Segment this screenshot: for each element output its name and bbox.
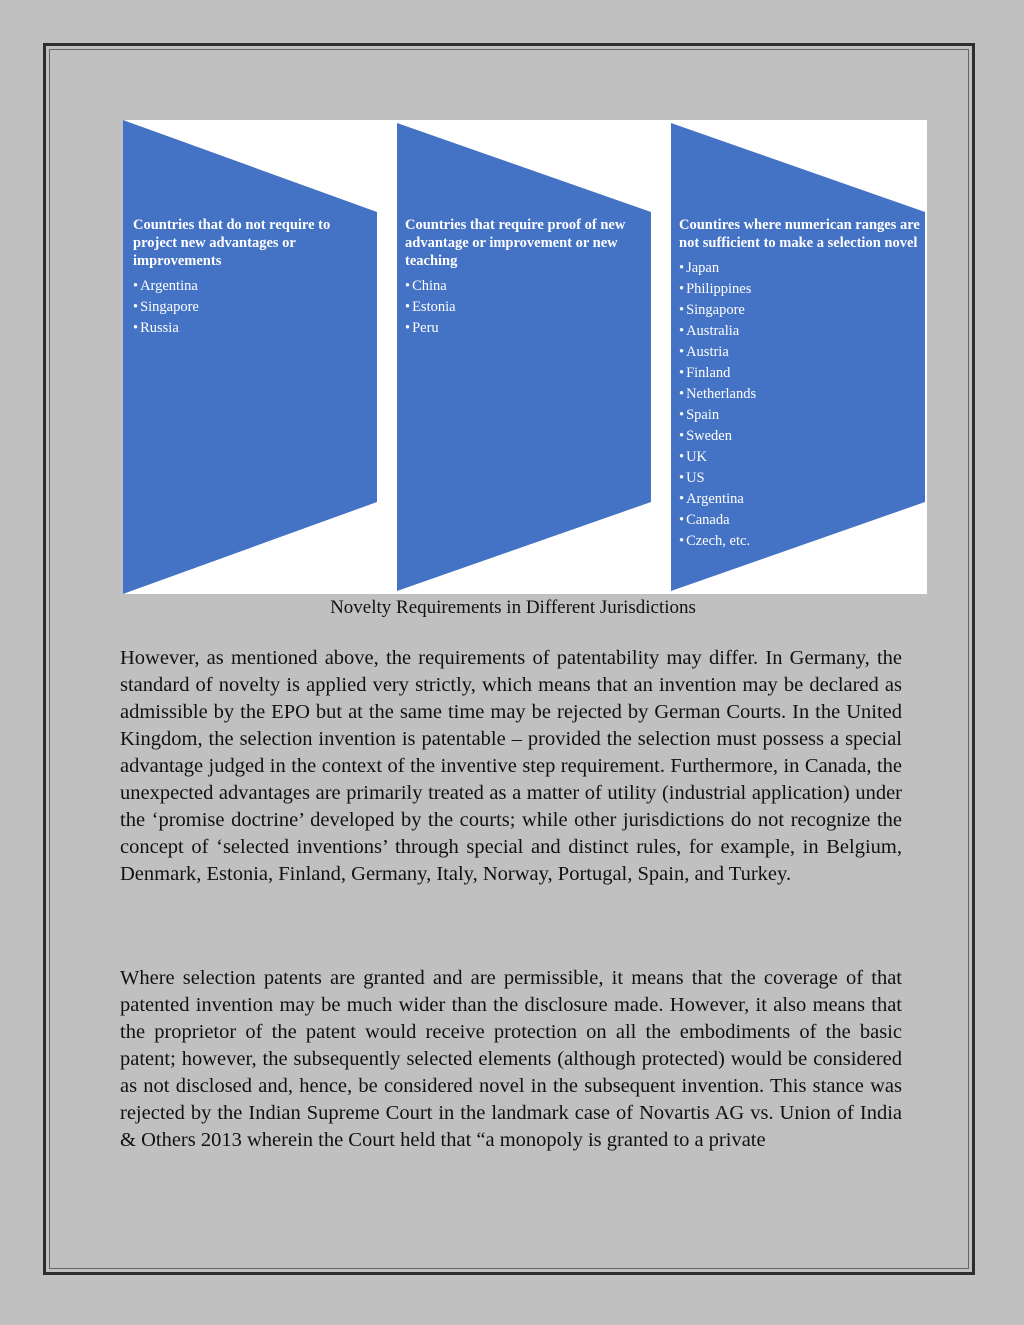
list-item: • Spain — [679, 405, 921, 426]
figure-caption: Novelty Requirements in Different Jurisdictions — [330, 597, 696, 618]
list-item: • Estonia — [405, 297, 645, 318]
panel-3 — [679, 216, 921, 552]
panel-shape-2 — [397, 123, 651, 591]
list-item: • Argentina — [133, 276, 371, 297]
list-item: • Russia — [133, 318, 371, 339]
panel-2-list — [405, 276, 645, 339]
list-item: • US — [679, 468, 921, 489]
panel-shape-1 — [123, 120, 377, 594]
list-item: • Austria — [679, 342, 921, 363]
list-item: • Japan — [679, 258, 921, 279]
panel-2-heading: Countries that require proof of new advantage or improvement or new teaching — [405, 217, 626, 269]
list-item: • Sweden — [679, 426, 921, 447]
novelty-requirements-figure — [123, 120, 927, 594]
panel-3-heading: Countires where numerican ranges are not sufficient to make a selection novel — [679, 217, 920, 251]
list-item: • Philippines — [679, 279, 921, 300]
panel-3-list — [679, 258, 921, 552]
list-item: • Singapore — [679, 300, 921, 321]
list-item: • Peru — [405, 318, 645, 339]
panel-1-list — [133, 276, 371, 339]
list-item: • Canada — [679, 510, 921, 531]
panel-1-heading: Countries that do not require to project new advantages or improvements — [133, 217, 331, 269]
body-paragraph: Where selection patents are granted and are permissible, it means that the coverage of that patented invention may be much wider than the disclosure made. However, it also means that the proprietor of the patent would receive protection on all the embodiments of the basic patent; however, the subsequently selected elements (although protected) would be considered as not disclosed and, hence, be considered novel in the subsequent invention. This stance was rejected by the Indian Supreme Court in the landmark case of Novartis AG vs. Union of India & Others 2013 wherein the Court held that “a monopoly is granted to a private — [120, 967, 902, 1151]
list-item: • UK — [679, 447, 921, 468]
list-item: • Argentina — [679, 489, 921, 510]
body-paragraph: However, as mentioned above, the requirements of patentability may differ. In Germany, the standard of novelty is applied very strictly, which means that an invention may be declared as admissible by the EPO but at the same time may be rejected by German Courts. In the United Kingdom, the selection invention is patentable – provided the selection must possess a special advantage judged in the context of the inventive step requirement. Furthermore, in Canada, the unexpected advantages are primarily treated as a matter of utility (industrial application) under the ‘promise doctrine’ developed by the courts; while other jurisdictions do not recognize the concept of ‘selected inventions’ through special and distinct rules, for example, in Belgium, Denmark, Estonia, Finland, Germany, Italy, Norway, Portugal, Spain, and Turkey. — [120, 647, 902, 885]
list-item: • Netherlands — [679, 384, 921, 405]
list-item: • Australia — [679, 321, 921, 342]
list-item: • Czech, etc. — [679, 531, 921, 552]
panel-2 — [405, 216, 645, 339]
list-item: • China — [405, 276, 645, 297]
list-item: • Singapore — [133, 297, 371, 318]
list-item: • Finland — [679, 363, 921, 384]
panel-1 — [133, 216, 371, 339]
